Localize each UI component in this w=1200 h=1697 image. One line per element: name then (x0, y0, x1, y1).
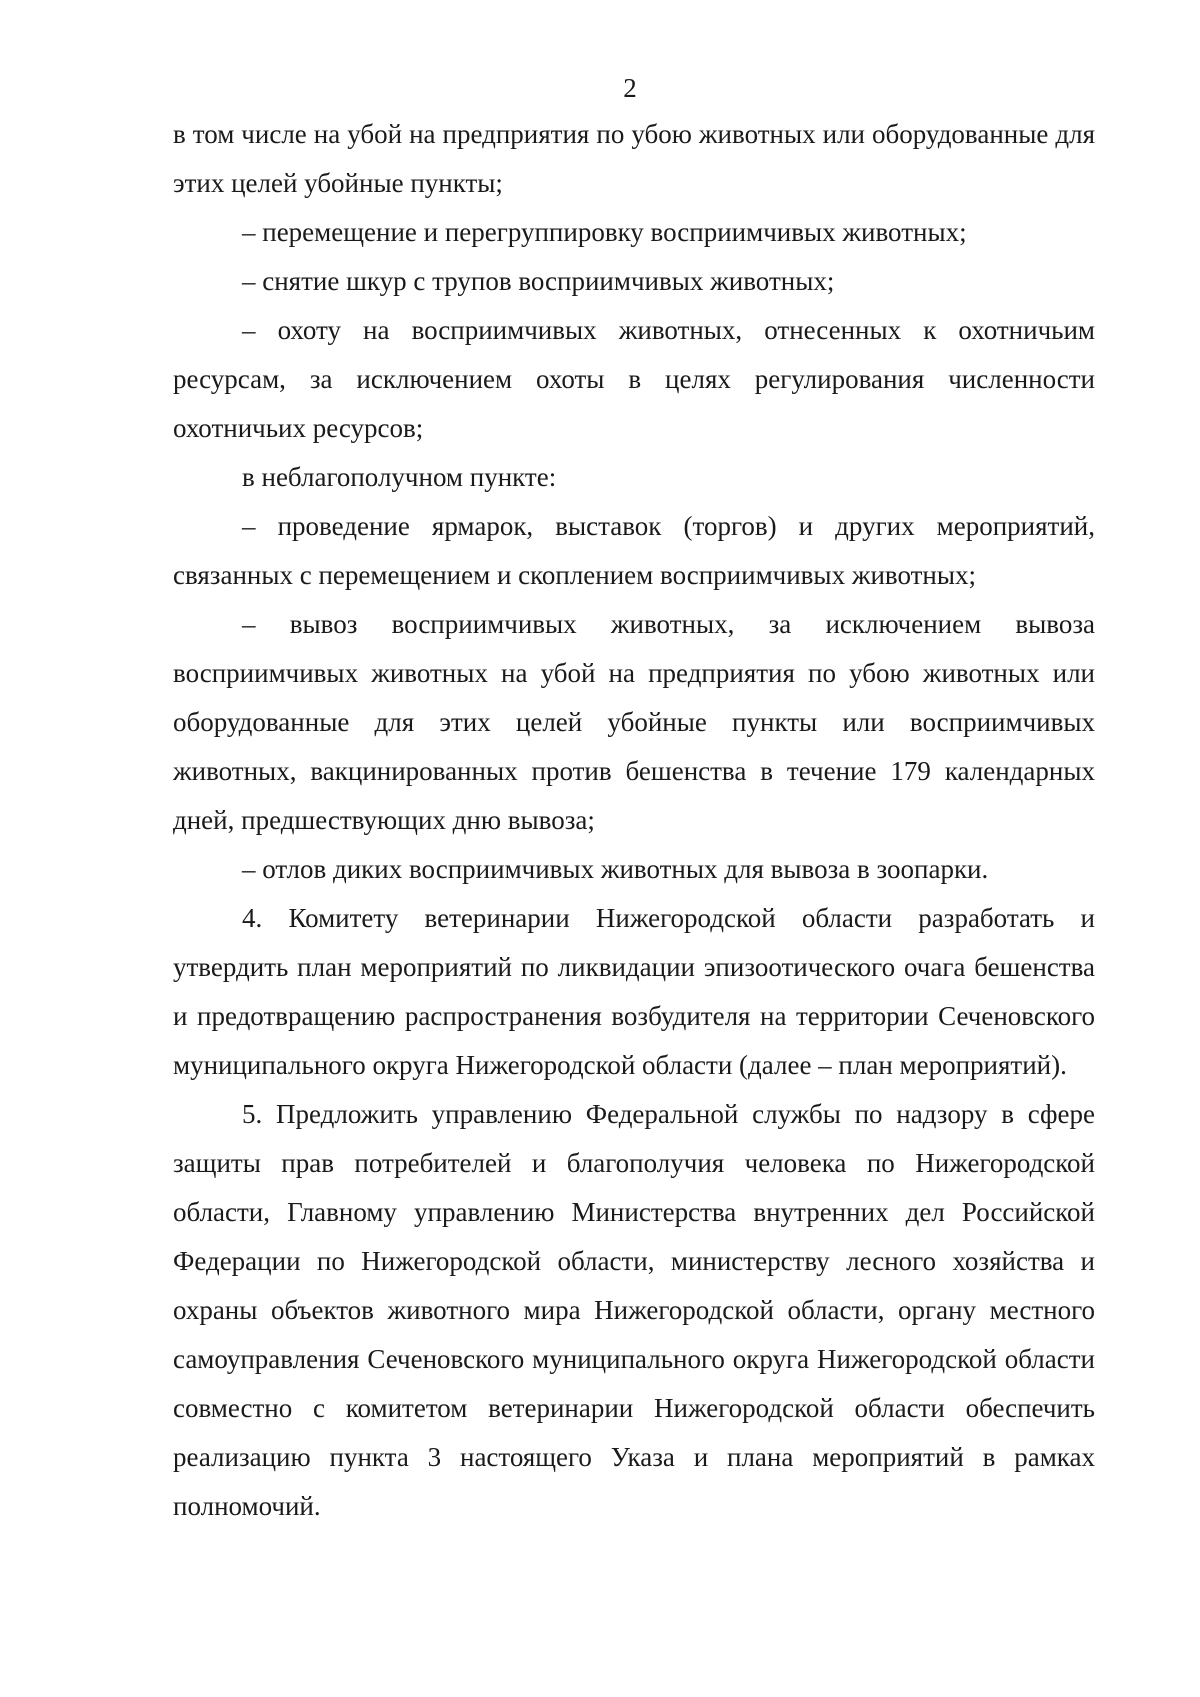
paragraph-continuation: в том числе на убой на предприятия по убою животных или оборудованные для этих целей убойные пункты; (173, 119, 1095, 198)
clause-5: 5. Предложить управлению Федеральной службы по надзору в сфере защиты прав потребителей и благополучия человека по Нижегородской области, Главному управлению Министерства внутренних дел Российской Федерации по Нижегородской области, министерству лесного хозяйства и охраны объектов животного мира Нижегородской области, органу местного самоуправления Сеченовского муниципального округа Нижегородской области совместно с комитетом ветеринарии Нижегородской области обеспечить реализацию пункта 3 настоящего Указа и плана мероприятий в рамках полномочий. (173, 1099, 1095, 1521)
section-heading-unsafe-point: в неблагополучном пункте: (242, 462, 557, 492)
document-body (173, 110, 1095, 1531)
list-item-export: – вывоз восприимчивых животных, за исключением вывоза восприимчивых животных на убой на предприятия по убою животных или оборудованные для этих целей убойные пункты или восприимчивых животных, вакцинированных против бешенства в течение 179 календарных дней, предшествующих дню вывоза; (173, 609, 1095, 835)
page-number: 2 (623, 73, 637, 103)
list-item-capture: – отлов диких восприимчивых животных для вывоза в зоопарки. (242, 854, 989, 884)
clause-4: 4. Комитету ветеринарии Нижегородской области разработать и утвердить план мероприятий по ликвидации эпизоотического очага бешенства и предотвращению распространения возбудителя на территории Сеченовского муниципального округа Нижегородской области (далее – план мероприятий). (173, 903, 1095, 1080)
list-item-skinning: – снятие шкур с трупов восприимчивых животных; (242, 266, 835, 296)
list-item-relocation: – перемещение и перегруппировку восприимчивых животных; (242, 217, 967, 247)
list-item-hunting: – охоту на восприимчивых животных, отнесенных к охотничьим ресурсам, за исключением охоты в целях регулирования численности охотничьих ресурсов; (173, 315, 1095, 443)
list-item-fairs: – проведение ярмарок, выставок (торгов) и других мероприятий, связанных с перемещением и скоплением восприимчивых животных; (173, 511, 1095, 590)
